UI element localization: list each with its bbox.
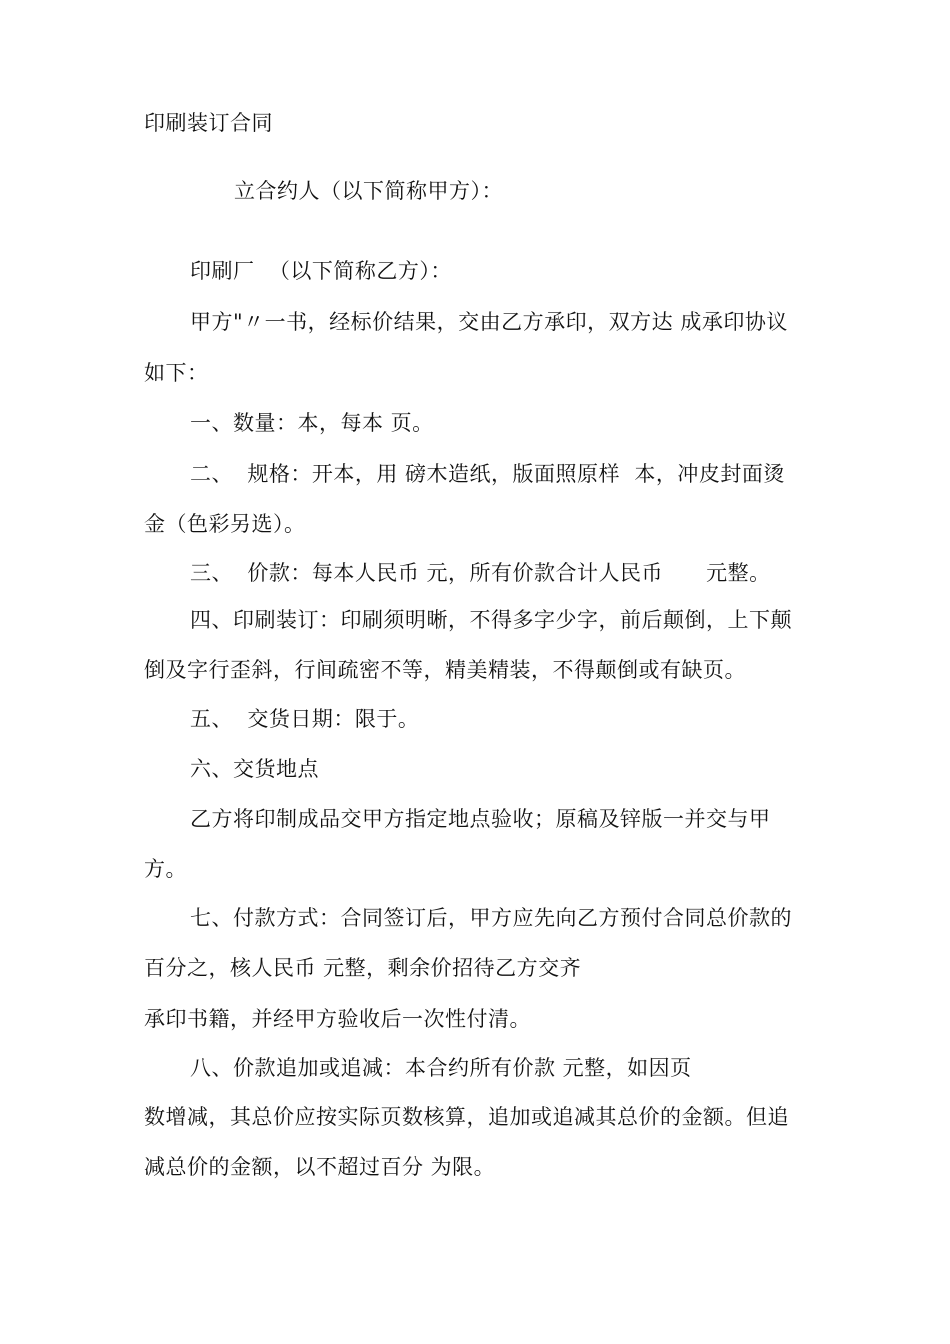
clause-8-adjust-2: 数增减，其总价应按实际页数核算，追加或追减其总价的金额。但追 <box>144 1105 789 1129</box>
clause-4-printing-1: 四、印刷装订：印刷须明晰，不得多字少字，前后颠倒，上下颠 <box>190 608 792 632</box>
clause-8-adjust-3: 减总价的金额，以不超过百分 为限。 <box>144 1155 496 1179</box>
clause-6-text-2: 方。 <box>144 857 187 881</box>
clause-6-delivery-place: 六、交货地点 <box>190 757 319 781</box>
clause-8-adjust-1: 八、价款追加或追减：本合约所有价款 元整，如因页 <box>190 1056 692 1080</box>
clause-7-payment-3: 承印书籍，并经甲方验收后一次性付清。 <box>144 1007 531 1031</box>
clause-7-payment-2: 百分之，核人民币 元整，剩余价招待乙方交齐 <box>144 956 582 980</box>
clause-2-spec-1: 二、 规格：开本，用 磅木造纸，版面照原样 本，冲皮封面烫 <box>190 462 785 486</box>
parties-line-a: 立合约人（以下简称甲方）： <box>234 179 503 203</box>
parties-line-b: 印刷厂 （以下简称乙方）： <box>190 259 452 283</box>
clause-2-spec-2: 金（色彩另选）。 <box>144 512 306 536</box>
clause-4-printing-2: 倒及字行歪斜，行间疏密不等，精美精装，不得颠倒或有缺页。 <box>144 658 746 682</box>
paragraph-intro-1: 甲方"〃一书，经标价结果，交由乙方承印，双方达 成承印协议 <box>190 310 788 334</box>
clause-5-delivery-date: 五、 交货日期：限于。 <box>190 707 420 731</box>
document-title: 印刷装订合同 <box>144 111 273 135</box>
clause-7-payment-1: 七、付款方式：合同签订后，甲方应先向乙方预付合同总价款的 <box>190 906 792 930</box>
clause-6-text-1: 乙方将印制成品交甲方指定地点验收；原稿及锌版一并交与甲 <box>190 807 771 831</box>
paragraph-intro-2: 如下： <box>144 361 209 385</box>
clause-3-price: 三、 价款：每本人民币 元，所有价款合计人民币 元整。 <box>190 561 771 585</box>
clause-1-quantity: 一、数量：本，每本 页。 <box>190 411 434 435</box>
